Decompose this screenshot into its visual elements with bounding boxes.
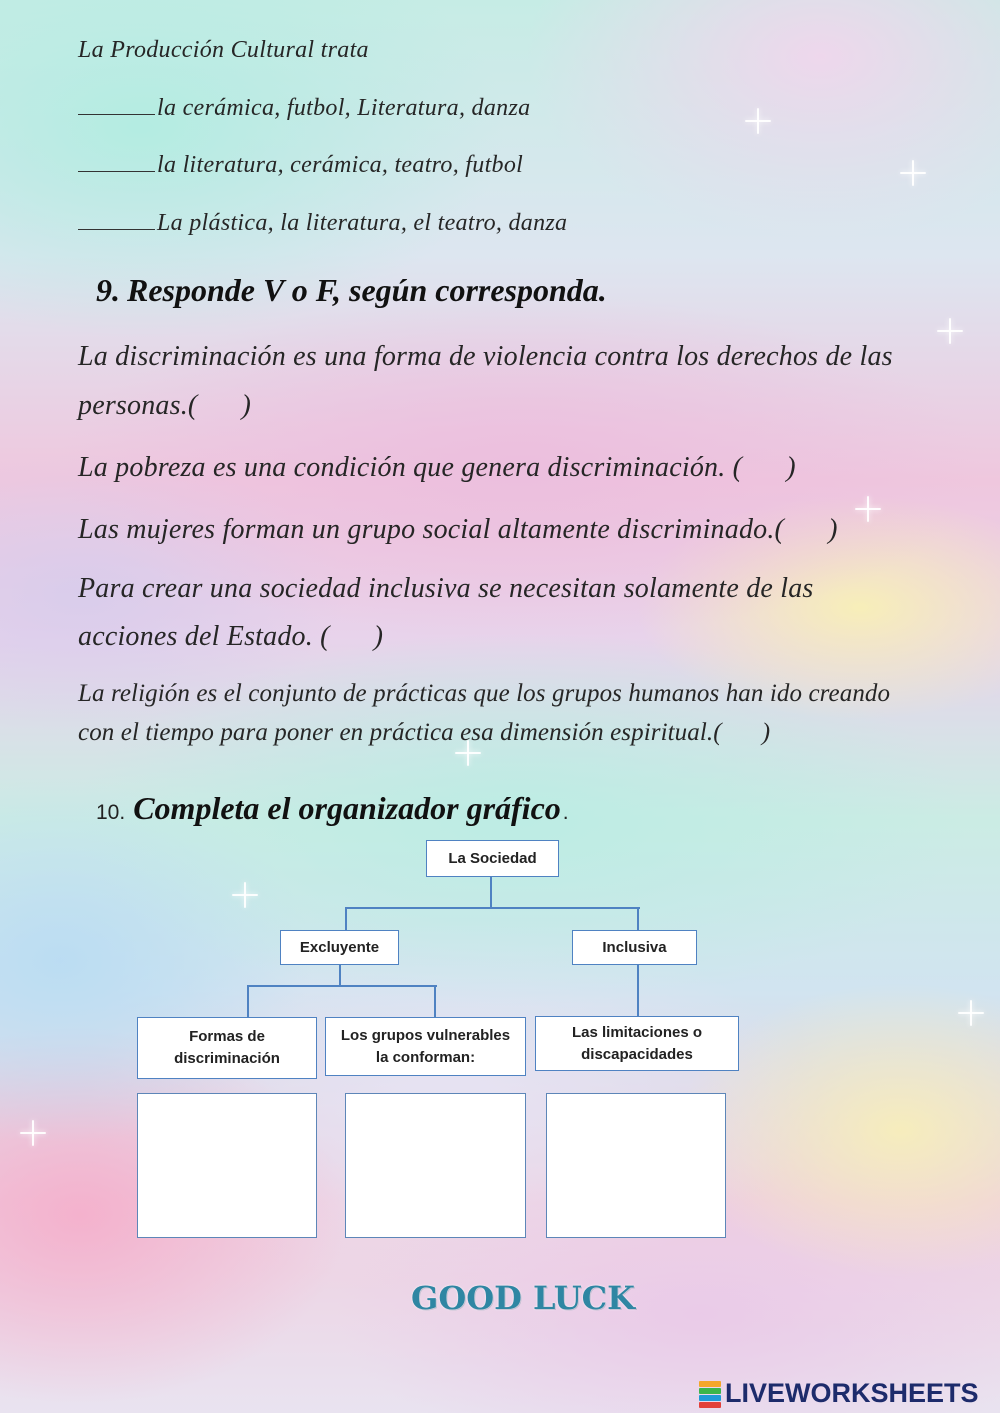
logo-block [699, 1395, 721, 1401]
close-paren: ) [828, 514, 838, 545]
option-text: la literatura, cerámica, teatro, futbol [157, 152, 524, 178]
connector-line [637, 965, 639, 1016]
leaf-label-line: Las limitaciones o [571, 1024, 703, 1041]
true-false-answer-field[interactable] [784, 510, 828, 538]
statement-5-line-2 [78, 715, 770, 748]
cultural-production-prompt: La Producción Cultural trata [78, 37, 369, 63]
connector-line [345, 907, 640, 909]
sparkle [745, 108, 771, 134]
sparkle [232, 882, 258, 908]
logo-block [699, 1388, 721, 1394]
connector-line [345, 907, 347, 930]
section-title: Responde V o F, según corresponda. [127, 272, 607, 308]
section-number: 9. [96, 272, 120, 308]
leaf-label-line: la conforman: [375, 1048, 476, 1066]
true-false-answer-field[interactable] [722, 715, 762, 740]
branch-label: Inclusiva [602, 938, 667, 956]
leaf-box-limitaciones [535, 1016, 739, 1071]
answer-box-limitaciones[interactable] [546, 1093, 726, 1238]
true-false-answer-field[interactable] [197, 386, 241, 414]
connector-line [490, 877, 492, 908]
sparkle [937, 318, 963, 344]
answer-blank[interactable] [78, 170, 155, 172]
true-false-answer-field[interactable] [742, 448, 786, 476]
close-paren: ) [761, 719, 771, 746]
option-3 [78, 209, 567, 237]
statement-1-line-2 [78, 386, 251, 423]
sparkle [958, 1000, 984, 1026]
option-2 [78, 151, 523, 179]
statement-text: La pobreza es una condición que genera discriminación. ( [78, 452, 743, 483]
statement-4-line-1: Para crear una sociedad inclusiva se necesitan solamente de las [78, 573, 814, 604]
logo-block [699, 1402, 721, 1408]
heading-period: . [562, 801, 569, 824]
statement-1-line-1: La discriminación es una forma de violencia contra los derechos de las [78, 341, 893, 372]
sparkle [20, 1120, 46, 1146]
statement-text: con el tiempo para poner en práctica esa dimensión espiritual.( [78, 719, 722, 746]
connector-line [434, 985, 436, 1017]
logo-block [699, 1381, 721, 1387]
statement-text: Las mujeres forman un grupo social altamente discriminado.( [78, 514, 785, 545]
true-false-answer-field[interactable] [330, 617, 374, 645]
statement-5-line-1: La religión es el conjunto de prácticas que los grupos humanos han ido creando [78, 680, 891, 707]
answer-box-formas[interactable] [137, 1093, 317, 1238]
connector-line [247, 985, 437, 987]
branch-box-excluyente [280, 930, 399, 965]
statement-4-line-2 [78, 617, 383, 654]
close-paren: ) [241, 390, 251, 421]
connector-line [339, 965, 341, 987]
option-text: la cerámica, futbol, Literatura, danza [157, 95, 531, 121]
close-paren: ) [786, 452, 796, 483]
statement-text: personas.( [78, 390, 198, 421]
section-number: 10. [96, 801, 126, 824]
sparkle [855, 496, 881, 522]
sparkle [900, 160, 926, 186]
statement-3 [78, 510, 838, 547]
section-title: Completa el organizador gráfico [133, 790, 561, 826]
root-box-la-sociedad [426, 840, 559, 877]
leaf-label-line: discapacidades [581, 1046, 693, 1063]
option-1 [78, 94, 530, 122]
answer-blank[interactable] [78, 228, 155, 230]
good-luck-text: GOOD LUCK [411, 1279, 635, 1317]
connector-line [247, 985, 249, 1017]
section-10-heading [96, 789, 569, 832]
leaf-label-line: Los grupos vulnerables [340, 1026, 511, 1044]
statement-2 [78, 448, 796, 485]
option-text: La plástica, la literatura, el teatro, danza [157, 210, 568, 236]
leaf-label-line: discriminación [174, 1050, 280, 1067]
leaf-box-grupos-vulnerables [325, 1017, 526, 1076]
answer-blank[interactable] [78, 113, 155, 115]
branch-box-inclusiva [572, 930, 697, 965]
close-paren: ) [373, 621, 384, 652]
branch-label: Excluyente [299, 938, 380, 956]
liveworksheets-logo-icon [699, 1381, 721, 1408]
statement-text: acciones del Estado. ( [78, 621, 330, 652]
leaf-box-formas-de-discriminacion [137, 1017, 317, 1079]
root-label: La Sociedad [448, 849, 537, 867]
liveworksheets-brand[interactable]: LIVEWORKSHEETS [725, 1378, 979, 1408]
section-9-heading [96, 271, 607, 309]
answer-box-grupos[interactable] [345, 1093, 526, 1238]
connector-line [637, 907, 639, 930]
leaf-label-line: Formas de [189, 1028, 265, 1045]
